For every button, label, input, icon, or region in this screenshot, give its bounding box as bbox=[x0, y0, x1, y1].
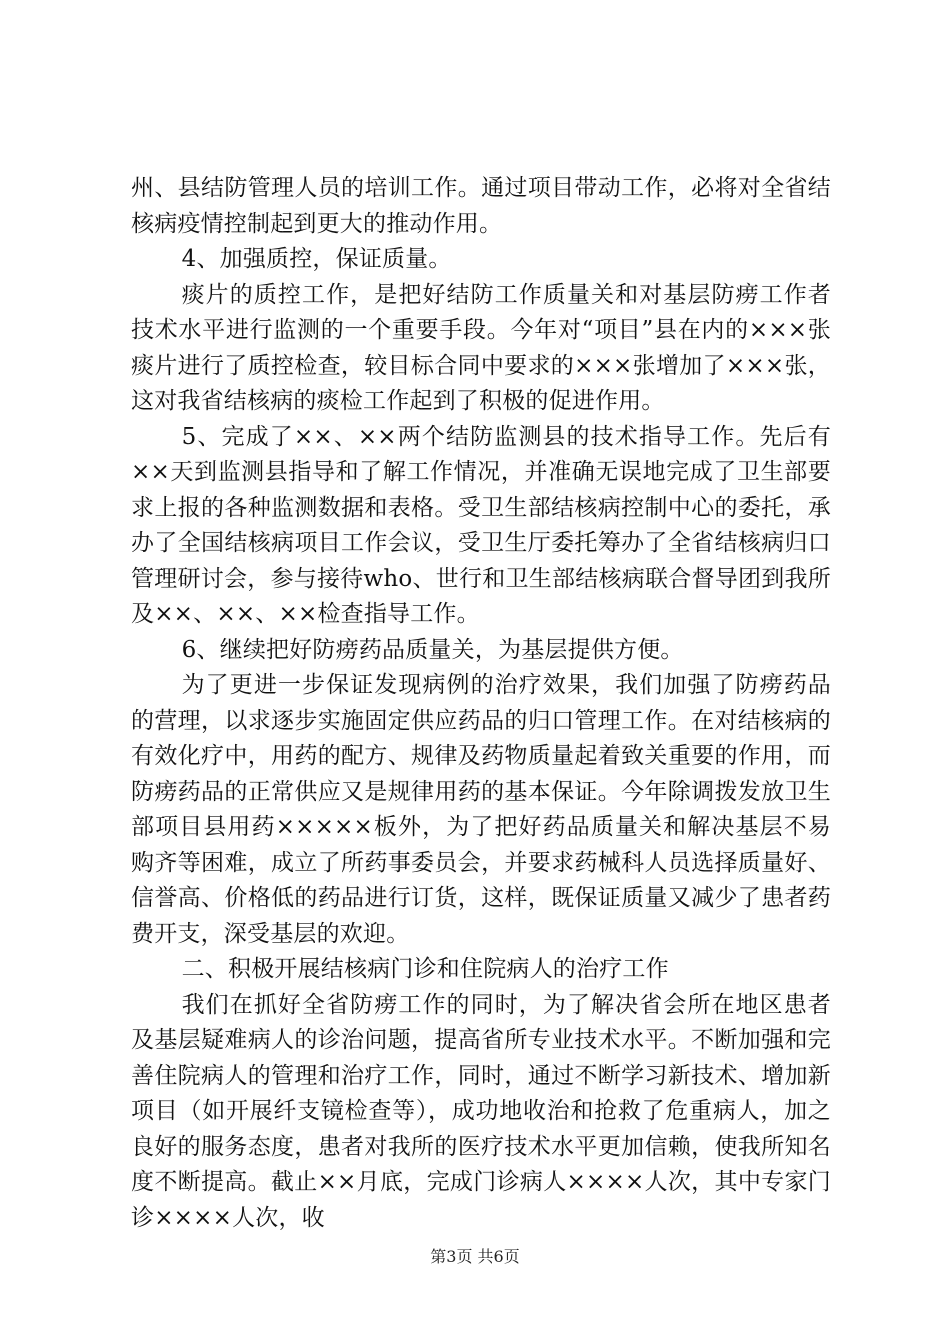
paragraph-2: 4、加强质控，保证质量。 bbox=[181, 246, 452, 272]
page-footer: 第3页 共6页 bbox=[430, 1247, 520, 1266]
paragraph-4: 5、完成了××、××两个结防监测县的技术指导工作。先后有××天到监测县指导和了解工作情况，并准确无误地完成了卫生部要求上报的各种监测数据和表格。受卫生部结核病控制中心的委托，承办了全国结核病项目工作会议，受卫生厅委托筹办了全省结核病归口管理研讨会，参与接待who、世行和卫生部结核病联合督导团到我所及××、××、××检查指导工作。 bbox=[131, 423, 831, 627]
paragraph-5: 6、继续把好防痨药品质量关，为基层提供方便。 bbox=[181, 636, 684, 663]
paragraph-8: 我们在抓好全省防痨工作的同时，为了解决省会所在地区患者及基层疑难病人的诊治问题，提高省所专业技术水平。不断加强和完善住院病人的管理和治疗工作，同时，通过不断学习新技术、增加新项目（如开展纤支镜检查等），成功地收治和抢救了危重病人，加之良好的服务态度，患者对我所的医疗技术水平更加信赖，使我所知名度不断提高。截止××月底，完成门诊病人××××人次，其中专家门诊××××人次，收 bbox=[131, 991, 831, 1231]
paragraph-6: 为了更进一步保证发现病例的治疗效果，我们加强了防痨药品的营理，以求逐步实施固定供应药品的归口管理工作。在对结核病的有效化疗中，用药的配方、规律及药物质量起着致关重要的作用，而防痨药品的正常供应又是规律用药的基本保证。今年除调拨发放卫生部项目县用药×××××板外，为了把好药品质量关和解决基层不易购齐等困难，成立了所药事委员会，并要求药械科人员选择质量好、信誉高、价格低的药品进行订货，这样，既保证质量又减少了患者药费开支，深受基层的欢迎。 bbox=[131, 672, 831, 947]
document-body bbox=[131, 171, 831, 1236]
paragraph-1: 州、县结防管理人员的培训工作。通过项目带动工作，必将对全省结核病疫情控制起到更大的推动作用。 bbox=[131, 175, 831, 237]
paragraph-3: 痰片的质控工作，是把好结防工作质量关和对基层防痨工作者技术水平进行监测的一个重要手段。今年对“项目”县在内的×××张痰片进行了质控检查，较目标合同中要求的×××张增加了×××张，这对我省结核病的痰检工作起到了积极的促进作用。 bbox=[131, 281, 831, 414]
section-heading: 二、积极开展结核病门诊和住院病人的治疗工作 bbox=[181, 956, 669, 982]
